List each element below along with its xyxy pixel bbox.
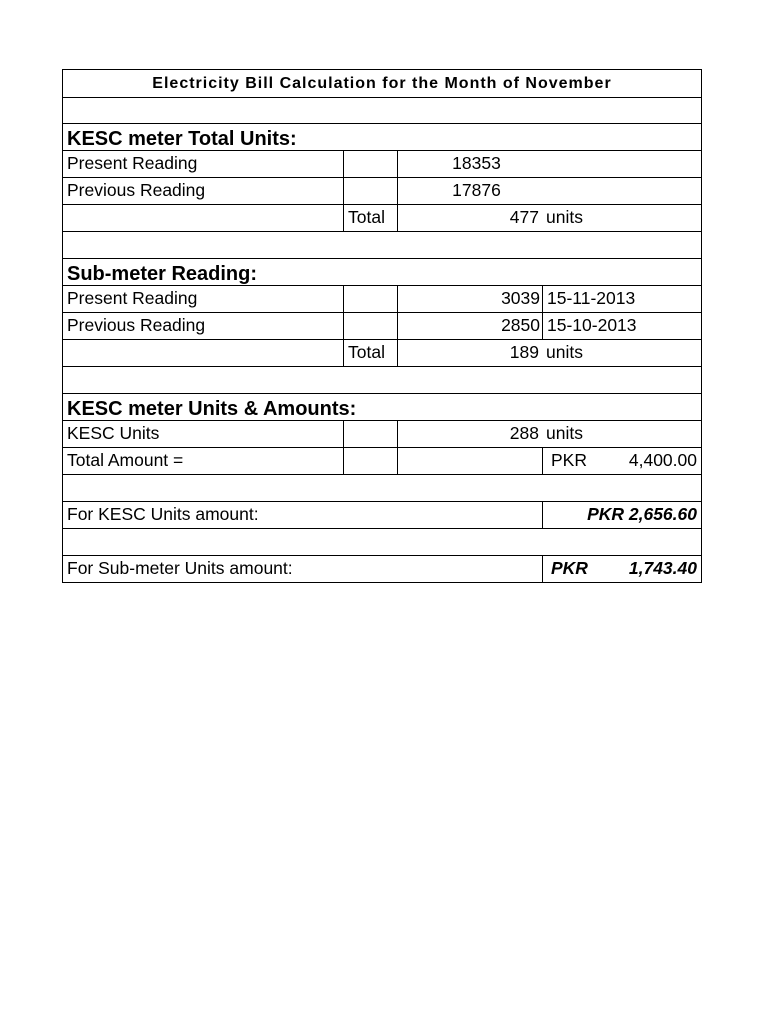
sub-previous-label: Previous Reading (62, 312, 344, 340)
sub-total-unit: units (542, 339, 702, 367)
sub-meter-amount-value: 1,743.40 (628, 558, 697, 579)
kesc-units-amount-value: PKR 2,656.60 (542, 501, 702, 529)
blank-row (62, 231, 702, 259)
sub-total-label: Total (343, 339, 398, 367)
sub-previous-value: 2850 (397, 312, 543, 340)
sub-meter-heading: Sub-meter Reading: (62, 258, 702, 286)
blank-row (62, 97, 702, 124)
sub-meter-amount-currency: PKR (551, 558, 588, 579)
bill-spreadsheet (63, 70, 702, 582)
kesc-meter-heading: KESC meter Total Units: (62, 123, 702, 151)
empty-cell (343, 150, 398, 178)
kesc-units-value: 288 (397, 420, 543, 448)
kesc-units-label: KESC Units (62, 420, 344, 448)
sub-present-value: 3039 (397, 285, 543, 313)
total-amount-value: 4,400.00 (628, 450, 697, 471)
kesc-total-value: 477 (397, 204, 543, 232)
sub-present-date: 15-11-2013 (542, 285, 702, 313)
kesc-units-unit: units (542, 420, 702, 448)
sub-previous-date: 15-10-2013 (542, 312, 702, 340)
kesc-units-amount-label: For KESC Units amount: (62, 501, 543, 529)
sub-total-value: 189 (397, 339, 543, 367)
kesc-present-label: Present Reading (62, 150, 344, 178)
sub-meter-amount-label: For Sub-meter Units amount: (62, 555, 543, 583)
empty-cell (62, 204, 344, 232)
kesc-previous-label: Previous Reading (62, 177, 344, 205)
total-amount-currency: PKR (551, 450, 587, 471)
total-amount-cell (542, 447, 702, 475)
blank-row (62, 366, 702, 394)
blank-row (62, 474, 702, 502)
kesc-present-value: 18353 (397, 150, 702, 178)
kesc-amounts-heading: KESC meter Units & Amounts: (62, 393, 702, 421)
empty-cell (343, 177, 398, 205)
kesc-total-unit: units (542, 204, 702, 232)
total-amount-label: Total Amount = (62, 447, 344, 475)
empty-cell (343, 447, 398, 475)
empty-cell (62, 339, 344, 367)
empty-cell (343, 420, 398, 448)
empty-cell (397, 447, 543, 475)
kesc-previous-value: 17876 (397, 177, 702, 205)
empty-cell (343, 285, 398, 313)
sheet-title: Electricity Bill Calculation for the Month of November (62, 69, 702, 98)
sub-meter-amount-cell (542, 555, 702, 583)
kesc-total-label: Total (343, 204, 398, 232)
blank-row (62, 528, 702, 556)
empty-cell (343, 312, 398, 340)
sub-present-label: Present Reading (62, 285, 344, 313)
